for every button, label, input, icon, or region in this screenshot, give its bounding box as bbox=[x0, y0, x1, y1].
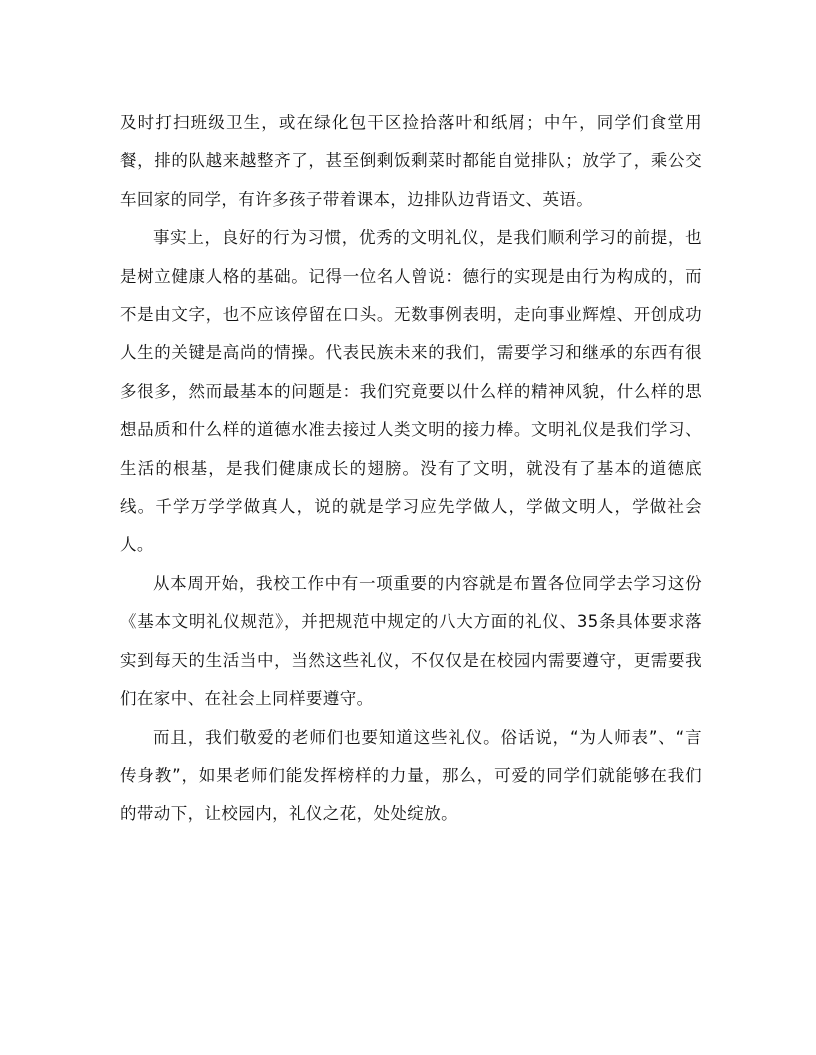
paragraph-teachers: 而且，我们敬爱的老师们也要知道这些礼仪。俗话说，“为人师表”、“言传身教”，如果老师们能发挥榜样的力量，那么，可爱的同学们就能够在我们的带动下，让校园内，礼仪之花，处处绽放。 bbox=[120, 727, 702, 824]
document-body bbox=[120, 104, 702, 834]
paragraph-school-work: 从本周开始，我校工作中有一项重要的内容就是布置各位同学去学习这份《基本文明礼仪规范》，并把规范中规定的八大方面的礼仪、35条具体要求落实到每天的生活当中，当然这些礼仪，不仅仅是在校园内需要遵守，更需要我们在家中、在社会上同样要遵守。 bbox=[120, 573, 702, 709]
paragraph-continued: 及时打扫班级卫生，或在绿化包干区捡拾落叶和纸屑；中午，同学们食堂用餐，排的队越来越整齐了，甚至倒剩饭剩菜时都能自觉排队；放学了，乘公交车回家的同学，有许多孩子带着课本，边排队边背语文、英语。 bbox=[120, 113, 702, 209]
paragraph-etiquette-foundation: 事实上，良好的行为习惯，优秀的文明礼仪，是我们顺利学习的前提，也是树立健康人格的基础。记得一位名人曾说：德行的实现是由行为构成的，而不是由文字，也不应该停留在口头。无数事例表明，走向事业辉煌、开创成功人生的关键是高尚的情操。代表民族未来的我们，需要学习和继承的东西有很多很多，然而最基本的问题是：我们究竟要以什么样的精神风貌，什么样的思想品质和什么样的道德水准去接过人类文明的接力棒。文明礼仪是我们学习、生活的根基，是我们健康成长的翅膀。没有了文明，就没有了基本的道德底线。千学万学学做真人，说的就是学习应先学做人，学做文明人，学做社会人。 bbox=[120, 228, 702, 555]
